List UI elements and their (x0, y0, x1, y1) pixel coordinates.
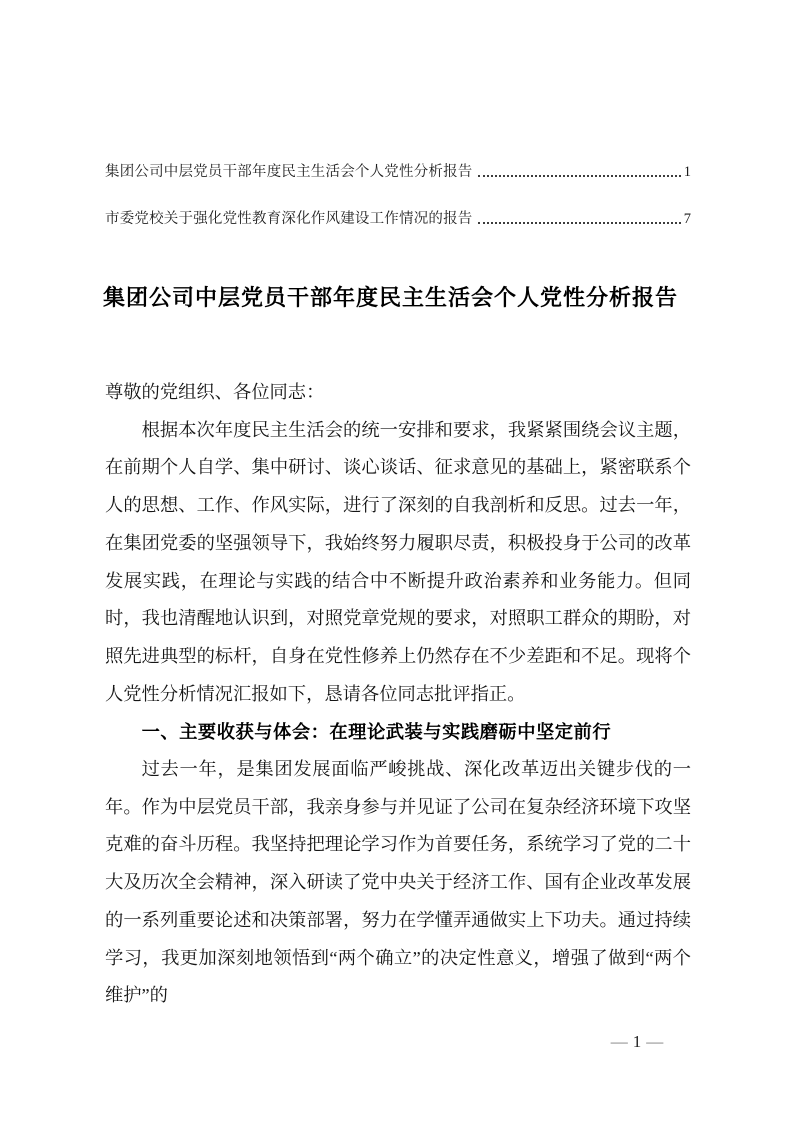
toc-dot-leader (478, 222, 681, 224)
document-body (105, 374, 691, 1015)
body-paragraph-2: 过去一年，是集团发展面临严峻挑战、深化改革迈出关键步伐的一年。作为中层党员干部，我亲身参与并见证了公司在复杂经济环境下攻坚克难的奋斗历程。我坚持把理论学习作为首要任务，系统学习了党的二十大及历次全会精神，深入研读了党中央关于经济工作、国有企业改革发展的一系列重要论述和决策部署，努力在学懂弄通做实上下功夫。通过持续学习，我更加深刻地领悟到“两个确立”的决定性意义，增强了做到“两个维护”的 (105, 759, 691, 1006)
toc-dot-leader (478, 175, 681, 177)
footer-dash-left: — (610, 1032, 628, 1051)
toc-entry-1[interactable] (105, 157, 691, 181)
toc-entry-title: 集团公司中层党员干部年度民主生活会个人党性分析报告 (105, 164, 473, 180)
body-paragraph-1: 根据本次年度民主生活会的统一安排和要求，我紧紧围绕会议主题，在前期个人自学、集中研讨、谈心谈话、征求意见的基础上，紧密联系个人的思想、工作、作风实际，进行了深刻的自我剖析和反思。过去一年，在集团党委的坚强领导下，我始终努力履职尽责，积极投身于公司的改革发展实践，在理论与实践的结合中不断提升政治素养和业务能力。但同时，我也清醒地认识到，对照党章党规的要求，对照职工群众的期盼，对照先进典型的标杆，自身在党性修养上仍然存在不少差距和不足。现将个人党性分析情况汇报如下，恳请各位同志批评指正。 (105, 419, 691, 704)
page-number-footer (592, 1032, 682, 1052)
toc-entry-2[interactable] (105, 204, 691, 228)
table-of-contents (105, 157, 691, 251)
salutation-line: 尊敬的党组织、各位同志： (105, 382, 325, 402)
toc-entry-title: 市委党校关于强化党性教育深化作风建设工作情况的报告 (105, 211, 473, 227)
footer-page-number: 1 (632, 1032, 642, 1051)
document-title: 集团公司中层党员干部年度民主生活会个人党性分析报告 (103, 285, 679, 310)
section-heading-1: 一、主要收获与体会：在理论武装与实践磨砺中坚定前行 (141, 721, 612, 743)
footer-dash-right: — (646, 1032, 664, 1051)
toc-page-number: 1 (683, 164, 691, 180)
toc-page-number: 7 (683, 211, 691, 227)
